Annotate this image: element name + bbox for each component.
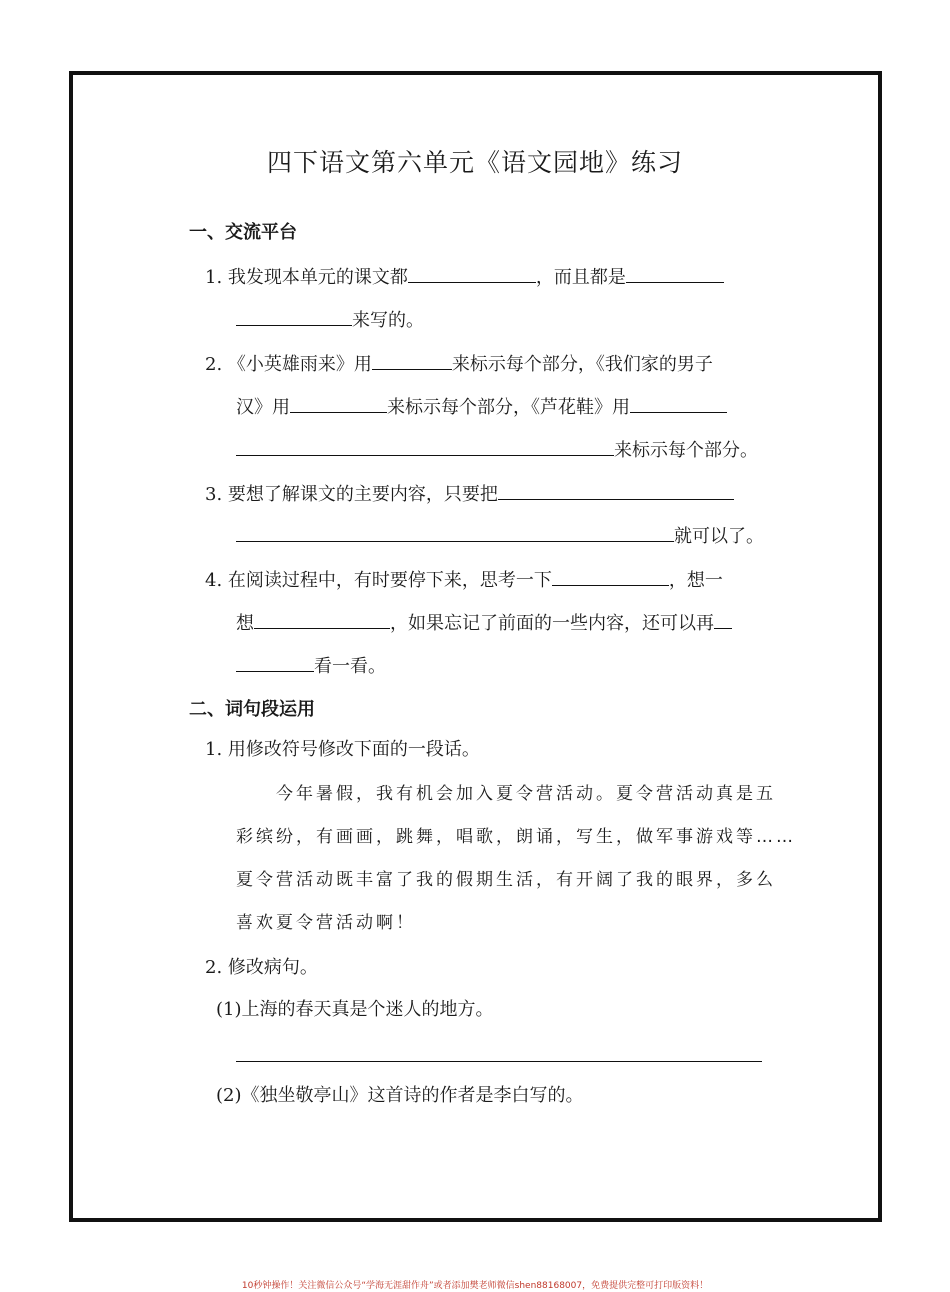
question-1-1: 1. 我发现本单元的课文都 ，而且都是 (205, 262, 724, 290)
answer-blank[interactable] (254, 608, 390, 629)
answer-blank[interactable] (236, 305, 352, 326)
answer-blank[interactable] (630, 392, 727, 413)
passage-line: 夏令营活动既丰富了我的假期生活，有开阔了我的眼界，多么 (236, 870, 776, 890)
answer-blank[interactable] (552, 565, 669, 586)
question-1-1-cont: 来写的。 (236, 305, 424, 333)
question-1-3-cont: 就可以了。 (236, 521, 764, 549)
answer-blank[interactable] (236, 651, 314, 672)
question-2-1: 1. 用修改符号修改下面的一段话。 (205, 739, 480, 760)
answer-blank[interactable] (626, 262, 724, 283)
answer-line[interactable] (236, 1041, 762, 1062)
question-1-4: 4. 在阅读过程中，有时要停下来，思考一下 ，想一 (205, 565, 723, 593)
passage-line: 彩缤纷，有画画，跳舞，唱歌，朗诵，写生，做军事游戏等…… (236, 827, 796, 847)
section-1-heading: 一、交流平台 (189, 222, 297, 243)
answer-blank[interactable] (236, 435, 614, 456)
question-1-4-cont: 想 ，如果忘记了前面的一些内容，还可以再 (236, 608, 732, 636)
worksheet-title: 四下语文第六单元《语文园地》练习 (266, 148, 683, 177)
sentence-1: (1)上海的春天真是个迷人的地方。 (216, 999, 494, 1020)
answer-blank[interactable] (408, 262, 536, 283)
question-2-2: 2. 修改病句。 (205, 957, 318, 978)
answer-blank[interactable] (290, 392, 387, 413)
question-1-4-cont2: 看一看。 (236, 651, 386, 679)
passage-line: 今年暑假，我有机会加入夏令营活动。夏令营活动真是五 (276, 784, 776, 804)
question-1-2: 2. 《小英雄雨来》用 来标示每个部分，《我们家的男子 (205, 349, 713, 377)
question-1-3: 3. 要想了解课文的主要内容，只要把 (205, 479, 734, 507)
answer-blank[interactable] (372, 349, 452, 370)
sentence-2: (2)《独坐敬亭山》这首诗的作者是李白写的。 (216, 1085, 584, 1106)
passage-line: 喜欢夏令营活动啊！ (236, 913, 416, 933)
answer-blank[interactable] (714, 608, 732, 629)
section-2-heading: 二、词句段运用 (189, 699, 315, 720)
answer-blank[interactable] (498, 479, 734, 500)
footer-note: 10秒钟操作！关注微信公众号“学海无涯甜作舟”或者添加樊老师微信shen88168007，免费提供完整可打印版资料！ (241, 1281, 709, 1291)
question-1-2-cont2: 来标示每个部分。 (236, 435, 758, 463)
question-1-2-cont: 汉》用 来标示每个部分，《芦花鞋》用 (236, 392, 727, 420)
answer-blank[interactable] (236, 521, 674, 542)
